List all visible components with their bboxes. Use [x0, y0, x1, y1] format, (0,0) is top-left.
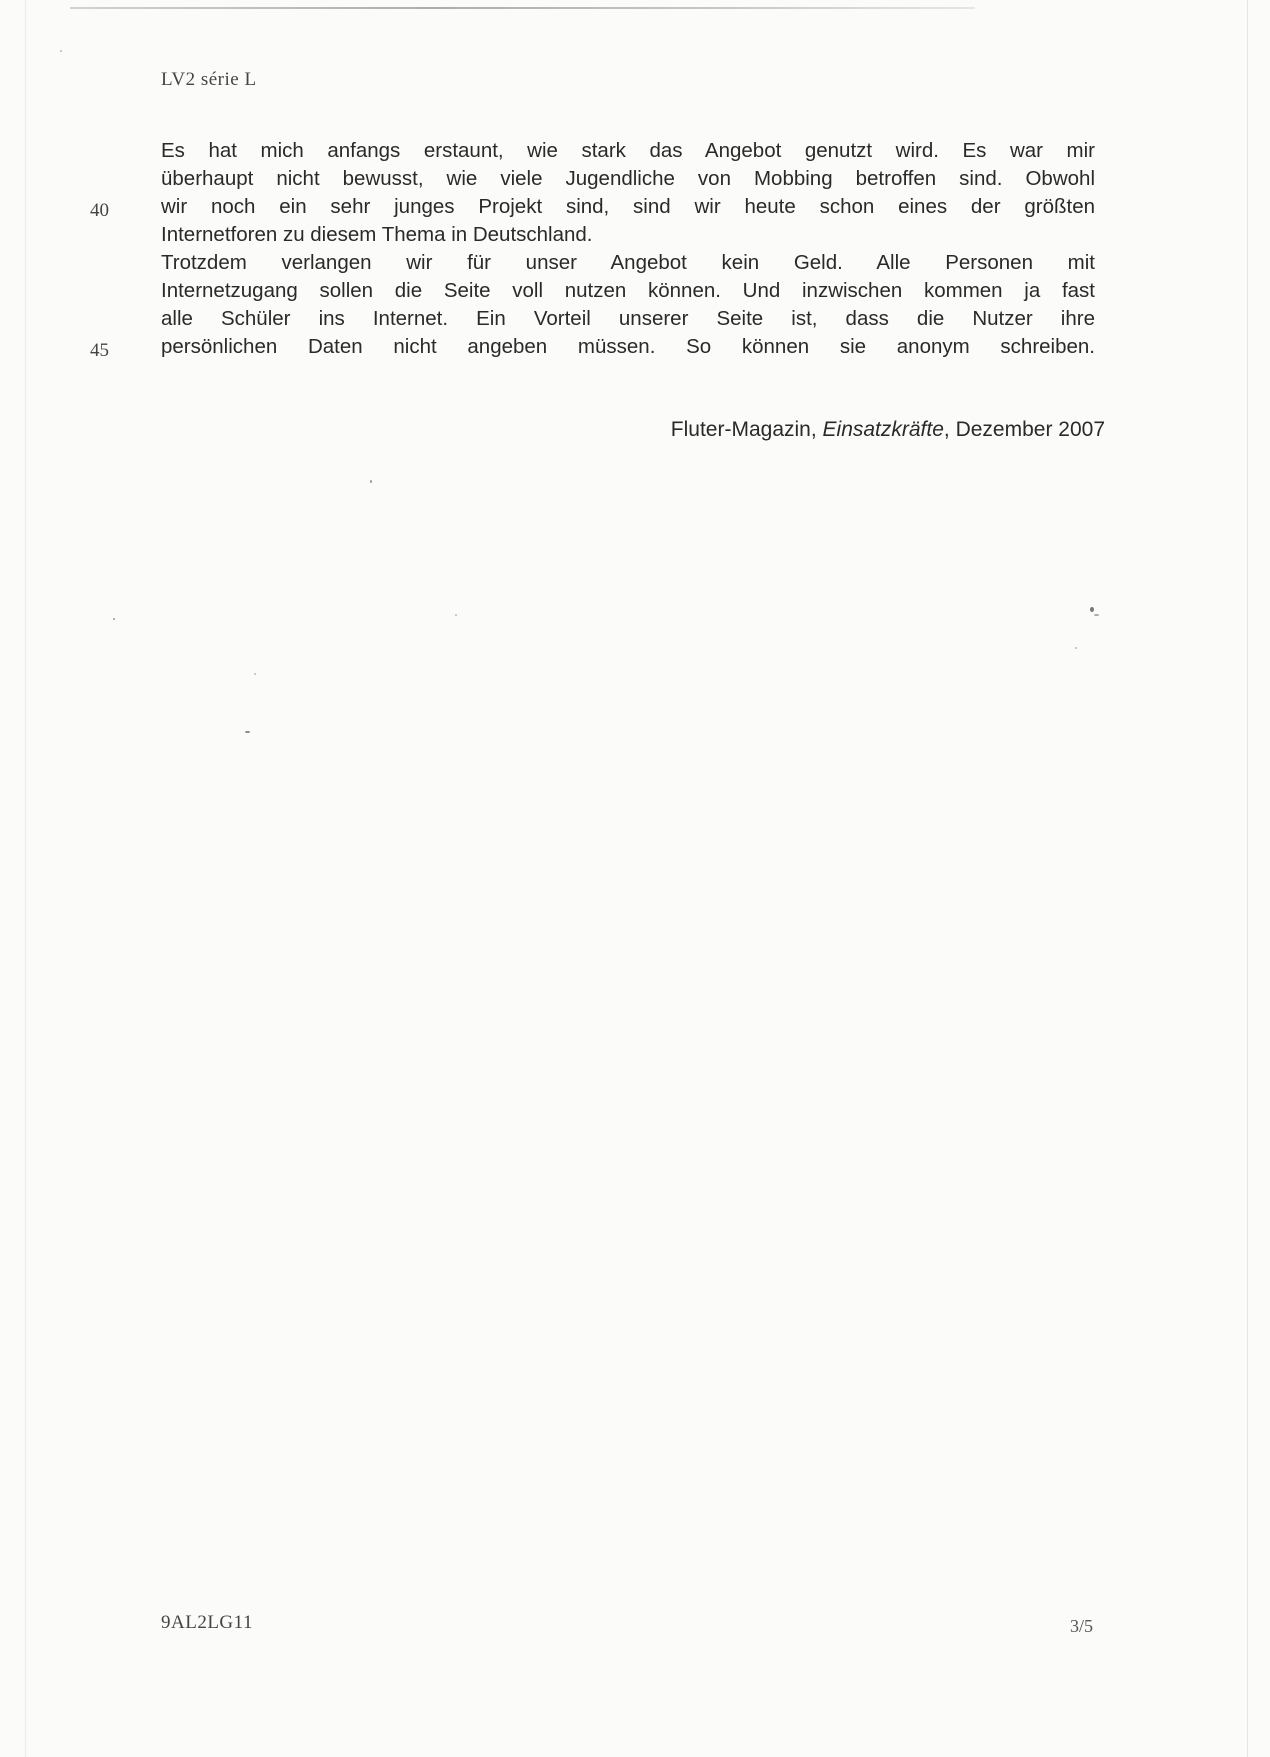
scan-speck [1090, 607, 1094, 612]
text-line-2: überhaupt nicht bewusst, wie viele Jugendliche von Mobbing betroffen sind. Obwohl [161, 167, 1095, 190]
page-number: 3/5 [1070, 1616, 1094, 1636]
text-line-1: Es hat mich anfangs erstaunt, wie stark das Angebot genutzt wird. Es war mir [161, 139, 1095, 162]
exam-code: 9AL2LG11 [161, 1612, 253, 1633]
scan-speck [60, 50, 62, 52]
text-line-5: Trotzdem verlangen wir für unser Angebot kein Geld. Alle Personen mit [161, 251, 1095, 274]
article-text [161, 137, 1095, 361]
scan-speck [113, 618, 115, 620]
source-publisher: Fluter-Magazin, [670, 418, 823, 441]
scan-speck [245, 731, 250, 733]
source-citation [600, 418, 1105, 442]
text-line-6: Internetzugang sollen die Seite voll nutzen können. Und inzwischen kommen ja fast [161, 279, 1095, 302]
source-title: Einsatzkräfte [822, 418, 944, 441]
text-line-4: Internetforen zu diesem Thema in Deutschland. [161, 223, 593, 246]
source-date: , Dezember 2007 [943, 418, 1105, 441]
scan-speck [1075, 647, 1077, 649]
scan-edge-right [1247, 0, 1248, 1757]
text-line-8: persönlichen Daten nicht angeben müssen. So können sie anonym schreiben. [161, 335, 1095, 358]
text-line-7: alle Schüler ins Internet. Ein Vorteil unserer Seite ist, dass die Nutzer ihre [161, 307, 1095, 330]
line-number-40: 40 [90, 200, 109, 221]
exam-series-label: LV2 série L [161, 69, 257, 90]
text-line-3: wir noch ein sehr junges Projekt sind, sind wir heute schon eines der größten [161, 195, 1095, 218]
scan-speck [370, 480, 372, 483]
scan-artifact-line [70, 7, 975, 9]
scan-speck [455, 614, 457, 616]
scan-speck [254, 673, 256, 675]
scan-edge-left [25, 0, 26, 1757]
scan-speck [1094, 614, 1099, 616]
line-number-45: 45 [90, 340, 109, 361]
